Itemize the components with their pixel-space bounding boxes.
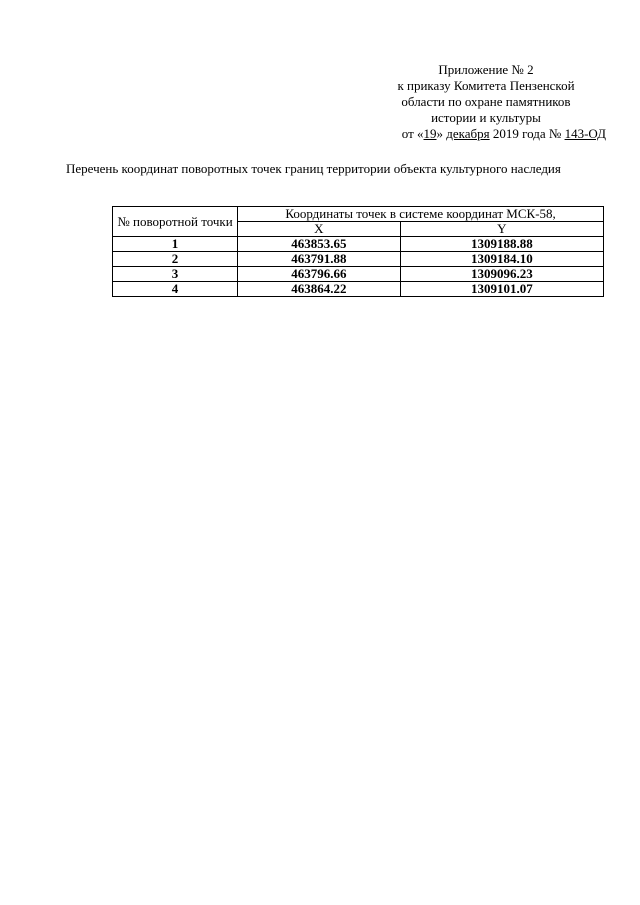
header-coordinates: Координаты точек в системе координат МСК-58,: [238, 207, 604, 222]
appendix-committee: области по охране памятников: [401, 94, 571, 109]
x-cell: 463864.22: [238, 282, 401, 297]
table-row: [113, 252, 604, 267]
table-row: [113, 267, 604, 282]
date-mid1: »: [436, 126, 447, 141]
point-number-cell: 3: [113, 267, 238, 282]
coordinates-table: [112, 206, 604, 297]
header-point-number: № поворотной точки: [113, 207, 238, 237]
date-prefix: от «: [401, 126, 424, 141]
appendix-header: [366, 62, 606, 142]
appendix-committee-cont: истории и культуры: [431, 110, 541, 125]
x-cell: 463796.66: [238, 267, 401, 282]
point-number-cell: 4: [113, 282, 238, 297]
header-x: X: [238, 222, 401, 237]
order-date-line: [366, 126, 606, 142]
y-cell: 1309096.23: [400, 267, 603, 282]
table-header-row: [113, 207, 604, 222]
table-row: [113, 282, 604, 297]
order-number: 143-ОД: [564, 126, 606, 141]
header-y: Y: [400, 222, 603, 237]
order-day: 19: [423, 126, 437, 141]
order-month: декабря: [446, 126, 490, 141]
x-cell: 463853.65: [238, 237, 401, 252]
y-cell: 1309188.88: [400, 237, 603, 252]
x-cell: 463791.88: [238, 252, 401, 267]
y-cell: 1309101.07: [400, 282, 603, 297]
point-number-cell: 2: [113, 252, 238, 267]
document-title: Перечень координат поворотных точек границ территории объекта культурного наследия: [66, 161, 561, 176]
date-mid2: 2019 года №: [489, 126, 565, 141]
appendix-number: Приложение № 2: [438, 62, 534, 77]
point-number-cell: 1: [113, 237, 238, 252]
table-row: [113, 237, 604, 252]
appendix-order-ref: к приказу Комитета Пензенской: [397, 78, 575, 93]
y-cell: 1309184.10: [400, 252, 603, 267]
